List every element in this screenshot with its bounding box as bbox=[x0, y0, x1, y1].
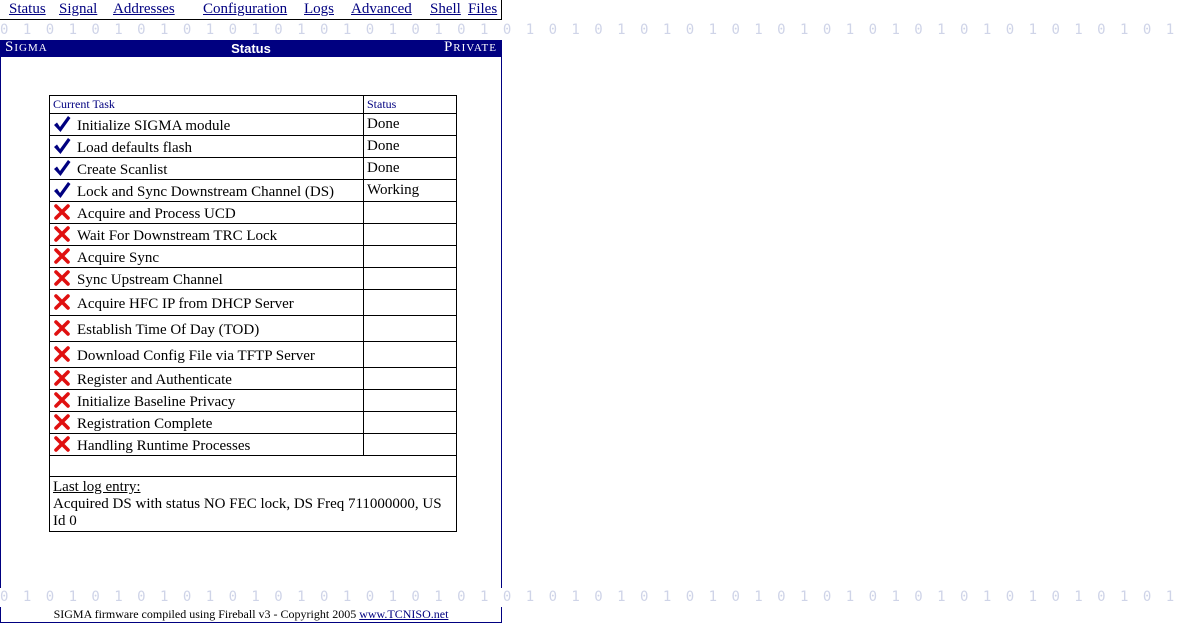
task-status bbox=[364, 390, 457, 412]
task-status bbox=[364, 290, 457, 316]
task-cell bbox=[50, 246, 364, 268]
task-label: Download Config File via TFTP Server bbox=[77, 347, 315, 364]
task-cell bbox=[50, 390, 364, 412]
task-label: Lock and Sync Downstream Channel (DS) bbox=[77, 183, 335, 200]
table-row bbox=[50, 434, 457, 456]
cross-icon bbox=[53, 228, 77, 244]
task-cell bbox=[50, 268, 364, 290]
log-text: Acquired DS with status NO FEC lock, DS Freq 711000000, US Id 0 bbox=[53, 496, 442, 529]
footer bbox=[0, 607, 502, 623]
table-row bbox=[50, 202, 457, 224]
task-label: Handling Runtime Processes bbox=[77, 437, 251, 454]
nav-link-signal[interactable]: Signal bbox=[59, 1, 98, 17]
nav-link-advanced[interactable]: Advanced bbox=[351, 1, 412, 17]
cross-icon bbox=[53, 416, 77, 432]
log-label: Last log entry: bbox=[53, 479, 141, 495]
task-status bbox=[364, 268, 457, 290]
task-label: Wait For Downstream TRC Lock bbox=[77, 227, 278, 244]
cross-icon bbox=[53, 206, 77, 222]
title-bar bbox=[0, 40, 502, 57]
task-label: Register and Authenticate bbox=[77, 371, 232, 388]
task-status: Working bbox=[364, 180, 457, 202]
task-label: Sync Upstream Channel bbox=[77, 271, 223, 288]
task-status bbox=[364, 246, 457, 268]
cross-icon bbox=[53, 250, 77, 266]
nav-link-files[interactable]: Files bbox=[468, 1, 498, 17]
task-status: Done bbox=[364, 136, 457, 158]
task-status-table bbox=[49, 95, 457, 532]
page-title: Status bbox=[231, 41, 271, 56]
task-label: Initialize Baseline Privacy bbox=[77, 393, 236, 410]
table-row bbox=[50, 268, 457, 290]
task-label: Establish Time Of Day (TOD) bbox=[77, 321, 260, 338]
task-cell bbox=[50, 114, 364, 136]
task-cell bbox=[50, 180, 364, 202]
task-label: Acquire Sync bbox=[77, 249, 160, 266]
task-cell bbox=[50, 412, 364, 434]
check-icon bbox=[53, 140, 77, 156]
table-row bbox=[50, 390, 457, 412]
table-row bbox=[50, 180, 457, 202]
nav-link-logs[interactable]: Logs bbox=[304, 1, 334, 17]
brand-logo: Sigma bbox=[5, 39, 48, 55]
task-cell bbox=[50, 316, 364, 342]
table-row bbox=[50, 368, 457, 390]
table-row bbox=[50, 224, 457, 246]
task-cell bbox=[50, 158, 364, 180]
check-icon bbox=[53, 162, 77, 178]
cross-icon bbox=[53, 296, 77, 312]
table-row bbox=[50, 290, 457, 316]
cross-icon bbox=[53, 272, 77, 288]
task-label: Registration Complete bbox=[77, 415, 213, 432]
table-row bbox=[50, 342, 457, 368]
footer-text: SIGMA firmware compiled using Fireball v3 - Copyright 2005 bbox=[53, 607, 360, 621]
header-current-task: Current Task bbox=[50, 96, 364, 114]
task-label: Initialize SIGMA module bbox=[77, 117, 231, 134]
task-cell bbox=[50, 224, 364, 246]
check-icon bbox=[53, 184, 77, 200]
table-row bbox=[50, 412, 457, 434]
top-navigation bbox=[0, 0, 502, 20]
table-row bbox=[50, 316, 457, 342]
header-status: Status bbox=[364, 96, 457, 114]
task-cell bbox=[50, 368, 364, 390]
check-icon bbox=[53, 118, 77, 134]
table-row bbox=[50, 136, 457, 158]
task-label: Acquire HFC IP from DHCP Server bbox=[77, 295, 294, 312]
private-label: Private bbox=[443, 39, 497, 55]
cross-icon bbox=[53, 394, 77, 410]
last-log-entry bbox=[50, 477, 457, 532]
task-label: Acquire and Process UCD bbox=[77, 205, 236, 222]
task-status bbox=[364, 202, 457, 224]
task-status: Done bbox=[364, 114, 457, 136]
table-row bbox=[50, 114, 457, 136]
task-status bbox=[364, 342, 457, 368]
task-cell bbox=[50, 290, 364, 316]
nav-link-configuration[interactable]: Configuration bbox=[203, 1, 288, 17]
task-cell bbox=[50, 342, 364, 368]
task-status bbox=[364, 412, 457, 434]
cross-icon bbox=[53, 348, 77, 364]
cross-icon bbox=[53, 372, 77, 388]
cross-icon bbox=[53, 322, 77, 338]
task-label: Load defaults flash bbox=[77, 139, 192, 156]
nav-link-addresses[interactable]: Addresses bbox=[113, 1, 175, 17]
binary-band-bottom: 0 1 0 1 0 1 0 1 0 1 0 1 0 1 0 1 0 1 0 1 0 1 0 1 0 1 0 1 0 1 0 1 0 1 0 1 0 1 0 1 0 1 0 1 0 1 0 1 0 1 0 1 bbox=[0, 589, 1177, 605]
task-status bbox=[364, 434, 457, 456]
table-spacer bbox=[50, 456, 457, 477]
task-cell bbox=[50, 434, 364, 456]
main-panel bbox=[0, 57, 502, 588]
task-cell bbox=[50, 136, 364, 158]
nav-link-shell[interactable]: Shell bbox=[430, 1, 461, 17]
nav-link-status[interactable]: Status bbox=[9, 1, 46, 17]
task-cell bbox=[50, 202, 364, 224]
task-status bbox=[364, 316, 457, 342]
task-status: Done bbox=[364, 158, 457, 180]
task-label: Create Scanlist bbox=[77, 161, 168, 178]
cross-icon bbox=[53, 438, 77, 454]
task-status bbox=[364, 368, 457, 390]
binary-band-top: 0 1 0 1 0 1 0 1 0 1 0 1 0 1 0 1 0 1 0 1 0 1 0 1 0 1 0 1 0 1 0 1 0 1 0 1 0 1 0 1 0 1 0 1 0 1 0 1 0 1 0 1 bbox=[0, 22, 1177, 38]
table-row bbox=[50, 158, 457, 180]
tcniso-link[interactable]: www.TCNISO.net bbox=[359, 607, 449, 621]
task-status bbox=[364, 224, 457, 246]
table-row bbox=[50, 246, 457, 268]
